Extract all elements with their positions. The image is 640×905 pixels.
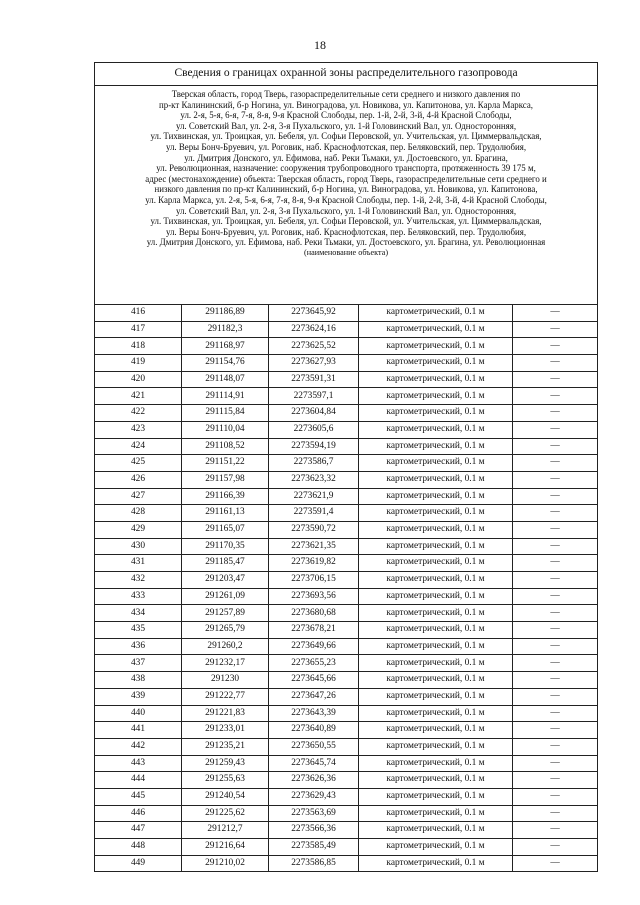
point-number-cell: 417 <box>95 321 182 338</box>
coordinate-y-cell: 2273624,16 <box>269 321 359 338</box>
coordinate-x-cell: 291235,21 <box>182 738 269 755</box>
coordinate-y-cell: 2273650,55 <box>269 738 359 755</box>
description-line: Тверская область, город Тверь, газораспределительные сети среднего и низкого давления по <box>171 89 521 99</box>
empty-dash-cell: — <box>513 772 598 789</box>
coordinate-x-cell: 291261,09 <box>182 588 269 605</box>
coordinate-x-cell: 291221,83 <box>182 705 269 722</box>
table-row <box>95 655 598 672</box>
point-number-cell: 449 <box>95 855 182 872</box>
table-row <box>95 421 598 438</box>
empty-dash-cell: — <box>513 421 598 438</box>
object-description <box>95 86 598 305</box>
empty-dash-cell: — <box>513 488 598 505</box>
point-number-cell: 416 <box>95 305 182 322</box>
table-row <box>95 572 598 589</box>
table-row <box>95 638 598 655</box>
table-row <box>95 338 598 355</box>
object-description-row <box>95 86 598 305</box>
determination-method-cell: картометрический, 0.1 м <box>359 788 513 805</box>
determination-method-cell: картометрический, 0.1 м <box>359 705 513 722</box>
coordinate-y-cell: 2273619,82 <box>269 555 359 572</box>
coordinate-y-cell: 2273640,89 <box>269 722 359 739</box>
coordinate-x-cell: 291210,02 <box>182 855 269 872</box>
coordinate-y-cell: 2273645,74 <box>269 755 359 772</box>
table-row <box>95 755 598 772</box>
table-row <box>95 355 598 372</box>
point-number-cell: 418 <box>95 338 182 355</box>
table-row <box>95 855 598 872</box>
table-row <box>95 788 598 805</box>
coordinate-x-cell: 291203,47 <box>182 572 269 589</box>
coordinate-y-cell: 2273566,36 <box>269 822 359 839</box>
coordinate-y-cell: 2273645,92 <box>269 305 359 322</box>
table-row <box>95 772 598 789</box>
coordinate-x-cell: 291168,97 <box>182 338 269 355</box>
coordinate-y-cell: 2273586,7 <box>269 455 359 472</box>
empty-dash-cell: — <box>513 839 598 856</box>
table-row <box>95 738 598 755</box>
point-number-cell: 430 <box>95 538 182 555</box>
coordinate-x-cell: 291154,76 <box>182 355 269 372</box>
empty-dash-cell: — <box>513 705 598 722</box>
description-line: низкого давления по пр-кт Калининский, б-р Ногина, ул. Виноградова, ул. Новикова, ул. Капитонова, <box>154 184 538 195</box>
empty-dash-cell: — <box>513 822 598 839</box>
table-row <box>95 688 598 705</box>
description-line: ул. Тихвинская, ул. Троицкая, ул. Бебеля, ул. Софьи Перовской, ул. Учительская, ул. Циммервальдская, <box>150 216 542 227</box>
coordinate-y-cell: 2273623,32 <box>269 471 359 488</box>
point-number-cell: 420 <box>95 371 182 388</box>
point-number-cell: 421 <box>95 388 182 405</box>
determination-method-cell: картометрический, 0.1 м <box>359 855 513 872</box>
point-number-cell: 446 <box>95 805 182 822</box>
description-line: ул. Тихвинская, ул. Троицкая, ул. Бебеля, ул. Софьи Перовской, ул. Учительская, ул. Циммервальдская, <box>150 131 542 142</box>
empty-dash-cell: — <box>513 405 598 422</box>
empty-dash-cell: — <box>513 338 598 355</box>
table-row <box>95 371 598 388</box>
empty-dash-cell: — <box>513 622 598 639</box>
determination-method-cell: картометрический, 0.1 м <box>359 421 513 438</box>
point-number-cell: 423 <box>95 421 182 438</box>
determination-method-cell: картометрический, 0.1 м <box>359 605 513 622</box>
point-number-cell: 443 <box>95 755 182 772</box>
empty-dash-cell: — <box>513 305 598 322</box>
coordinate-y-cell: 2273649,66 <box>269 638 359 655</box>
coordinate-y-cell: 2273643,39 <box>269 705 359 722</box>
table-row <box>95 521 598 538</box>
coordinate-y-cell: 2273629,43 <box>269 788 359 805</box>
coordinate-y-cell: 2273693,56 <box>269 588 359 605</box>
description-line: ул. Советский Вал, ул. 2-я, 3-я Пухальского, ул. 1-й Головинский Вал, ул. Односторонняя, <box>175 205 517 216</box>
table-row <box>95 588 598 605</box>
coordinate-x-cell: 291216,64 <box>182 839 269 856</box>
coordinate-x-cell: 291161,13 <box>182 505 269 522</box>
coordinate-x-cell: 291186,89 <box>182 305 269 322</box>
point-number-cell: 428 <box>95 505 182 522</box>
determination-method-cell: картометрический, 0.1 м <box>359 672 513 689</box>
point-number-cell: 425 <box>95 455 182 472</box>
coordinate-x-cell: 291230 <box>182 672 269 689</box>
empty-dash-cell: — <box>513 521 598 538</box>
coordinate-x-cell: 291259,43 <box>182 755 269 772</box>
empty-dash-cell: — <box>513 438 598 455</box>
determination-method-cell: картометрический, 0.1 м <box>359 755 513 772</box>
determination-method-cell: картометрический, 0.1 м <box>359 355 513 372</box>
coordinate-x-cell: 291108,52 <box>182 438 269 455</box>
coordinate-y-cell: 2273627,93 <box>269 355 359 372</box>
coordinate-x-cell: 291165,07 <box>182 521 269 538</box>
point-number-cell: 448 <box>95 839 182 856</box>
point-number-cell: 424 <box>95 438 182 455</box>
point-number-cell: 437 <box>95 655 182 672</box>
coordinate-y-cell: 2273678,21 <box>269 622 359 639</box>
coordinate-x-cell: 291212,7 <box>182 822 269 839</box>
coordinate-x-cell: 291151,22 <box>182 455 269 472</box>
description-line: ул. Карла Маркса, ул. 2-я, 5-я, 6-я, 7-я, 8-я, 9-я Красной Слободы, пер. 1-й, 2-й, 3-й, 4-й Красной Слободы, <box>145 194 547 205</box>
point-number-cell: 439 <box>95 688 182 705</box>
point-number-cell: 440 <box>95 705 182 722</box>
determination-method-cell: картометрический, 0.1 м <box>359 555 513 572</box>
table-row <box>95 405 598 422</box>
empty-dash-cell: — <box>513 788 598 805</box>
empty-dash-cell: — <box>513 371 598 388</box>
empty-dash-cell: — <box>513 321 598 338</box>
coordinate-x-cell: 291240,54 <box>182 788 269 805</box>
coordinate-x-cell: 291115,84 <box>182 405 269 422</box>
point-number-cell: 438 <box>95 672 182 689</box>
table-row <box>95 471 598 488</box>
determination-method-cell: картометрический, 0.1 м <box>359 588 513 605</box>
object-description-caption: (наименование объекта) <box>303 247 389 257</box>
determination-method-cell: картометрический, 0.1 м <box>359 538 513 555</box>
empty-dash-cell: — <box>513 455 598 472</box>
determination-method-cell: картометрический, 0.1 м <box>359 655 513 672</box>
empty-dash-cell: — <box>513 588 598 605</box>
empty-dash-cell: — <box>513 388 598 405</box>
coordinate-x-cell: 291225,62 <box>182 805 269 822</box>
table-row <box>95 722 598 739</box>
coordinate-x-cell: 291257,89 <box>182 605 269 622</box>
table-row <box>95 672 598 689</box>
empty-dash-cell: — <box>513 655 598 672</box>
determination-method-cell: картометрический, 0.1 м <box>359 839 513 856</box>
empty-dash-cell: — <box>513 638 598 655</box>
empty-dash-cell: — <box>513 672 598 689</box>
empty-dash-cell: — <box>513 355 598 372</box>
table-row <box>95 822 598 839</box>
coordinate-y-cell: 2273594,19 <box>269 438 359 455</box>
coordinate-x-cell: 291110,04 <box>182 421 269 438</box>
determination-method-cell: картометрический, 0.1 м <box>359 688 513 705</box>
table-row <box>95 839 598 856</box>
table-row <box>95 805 598 822</box>
point-number-cell: 433 <box>95 588 182 605</box>
point-number-cell: 442 <box>95 738 182 755</box>
determination-method-cell: картометрический, 0.1 м <box>359 438 513 455</box>
point-number-cell: 419 <box>95 355 182 372</box>
point-number-cell: 429 <box>95 521 182 538</box>
empty-dash-cell: — <box>513 755 598 772</box>
table-row <box>95 305 598 322</box>
table-row <box>95 605 598 622</box>
table-row <box>95 438 598 455</box>
description-line: ул. Веры Бонч-Бруевич, ул. Роговик, наб. Краснофлотская, пер. Беляковский, пер. Трудолюбия, <box>165 141 527 152</box>
coordinate-y-cell: 2273621,9 <box>269 488 359 505</box>
description-line: ул. 2-я, 5-я, 6-я, 7-я, 8-я, 9-я Красной Слободы, пер. 1-й, 2-й, 3-й, 4-й Красной Слободы, <box>180 110 512 121</box>
empty-dash-cell: — <box>513 605 598 622</box>
determination-method-cell: картометрический, 0.1 м <box>359 405 513 422</box>
coordinate-y-cell: 2273621,35 <box>269 538 359 555</box>
table-row <box>95 321 598 338</box>
coordinate-y-cell: 2273625,52 <box>269 338 359 355</box>
empty-dash-cell: — <box>513 555 598 572</box>
determination-method-cell: картометрический, 0.1 м <box>359 371 513 388</box>
determination-method-cell: картометрический, 0.1 м <box>359 471 513 488</box>
coordinate-y-cell: 2273605,6 <box>269 421 359 438</box>
empty-dash-cell: — <box>513 738 598 755</box>
coordinate-y-cell: 2273586,85 <box>269 855 359 872</box>
coordinate-x-cell: 291222,77 <box>182 688 269 705</box>
table-row <box>95 505 598 522</box>
coordinate-x-cell: 291255,63 <box>182 772 269 789</box>
determination-method-cell: картометрический, 0.1 м <box>359 305 513 322</box>
coordinate-y-cell: 2273591,4 <box>269 505 359 522</box>
boundary-table <box>94 62 598 872</box>
empty-dash-cell: — <box>513 538 598 555</box>
page-number: 18 <box>314 38 326 52</box>
point-number-cell: 426 <box>95 471 182 488</box>
empty-dash-cell: — <box>513 572 598 589</box>
coordinate-x-cell: 291170,35 <box>182 538 269 555</box>
point-number-cell: 435 <box>95 622 182 639</box>
empty-dash-cell: — <box>513 471 598 488</box>
determination-method-cell: картометрический, 0.1 м <box>359 321 513 338</box>
coordinate-y-cell: 2273706,15 <box>269 572 359 589</box>
description-line: ул. Дмитрия Донского, ул. Ефимова, наб. Реки Тьмаки, ул. Достоевского, ул. Брагина, <box>184 152 508 163</box>
coordinate-x-cell: 291260,2 <box>182 638 269 655</box>
empty-dash-cell: — <box>513 505 598 522</box>
coordinate-x-cell: 291148,07 <box>182 371 269 388</box>
coordinate-x-cell: 291265,79 <box>182 622 269 639</box>
determination-method-cell: картометрический, 0.1 м <box>359 505 513 522</box>
point-number-cell: 434 <box>95 605 182 622</box>
table-row <box>95 388 598 405</box>
empty-dash-cell: — <box>513 722 598 739</box>
description-line: ул. Советский Вал, ул. 2-я, 3-я Пухальского, ул. 1-й Головинский Вал, ул. Односторонняя, <box>175 120 517 131</box>
coordinate-y-cell: 2273647,26 <box>269 688 359 705</box>
coordinate-y-cell: 2273585,49 <box>269 839 359 856</box>
coordinate-y-cell: 2273680,68 <box>269 605 359 622</box>
determination-method-cell: картометрический, 0.1 м <box>359 455 513 472</box>
point-number-cell: 427 <box>95 488 182 505</box>
point-number-cell: 432 <box>95 572 182 589</box>
description-line: пр-кт Калининский, б-р Ногина, ул. Виноградова, ул. Новикова, ул. Капитонова, ул. Карла Маркса, <box>159 99 534 110</box>
point-number-cell: 447 <box>95 822 182 839</box>
table-row <box>95 555 598 572</box>
coordinate-x-cell: 291157,98 <box>182 471 269 488</box>
coordinate-x-cell: 291114,91 <box>182 388 269 405</box>
determination-method-cell: картометрический, 0.1 м <box>359 488 513 505</box>
coordinate-x-cell: 291233,01 <box>182 722 269 739</box>
point-number-cell: 441 <box>95 722 182 739</box>
determination-method-cell: картометрический, 0.1 м <box>359 338 513 355</box>
determination-method-cell: картометрический, 0.1 м <box>359 722 513 739</box>
description-line: ул. Революционная, назначение: сооружения трубопроводного транспорта, протяженность 39 175 м, <box>156 163 536 174</box>
table-title: Сведения о границах охранной зоны распределительного газопровода <box>95 63 598 86</box>
determination-method-cell: картометрический, 0.1 м <box>359 822 513 839</box>
determination-method-cell: картометрический, 0.1 м <box>359 572 513 589</box>
coordinate-y-cell: 2273604,84 <box>269 405 359 422</box>
point-number-cell: 445 <box>95 788 182 805</box>
table-row <box>95 622 598 639</box>
determination-method-cell: картометрический, 0.1 м <box>359 388 513 405</box>
point-number-cell: 422 <box>95 405 182 422</box>
coordinate-x-cell: 291182,3 <box>182 321 269 338</box>
description-line: адрес (местонахождение) объекта: Тверская область, город Тверь, газораспределительные сети среднего и <box>145 173 547 184</box>
point-number-cell: 431 <box>95 555 182 572</box>
point-number-cell: 444 <box>95 772 182 789</box>
coordinate-y-cell: 2273563,69 <box>269 805 359 822</box>
coordinate-x-cell: 291166,39 <box>182 488 269 505</box>
empty-dash-cell: — <box>513 855 598 872</box>
determination-method-cell: картометрический, 0.1 м <box>359 622 513 639</box>
coordinate-y-cell: 2273655,23 <box>269 655 359 672</box>
coordinate-y-cell: 2273591,31 <box>269 371 359 388</box>
determination-method-cell: картометрический, 0.1 м <box>359 521 513 538</box>
object-description-text <box>97 89 595 248</box>
table-row <box>95 488 598 505</box>
coordinate-y-cell: 2273645,66 <box>269 672 359 689</box>
determination-method-cell: картометрический, 0.1 м <box>359 805 513 822</box>
coordinate-y-cell: 2273597,1 <box>269 388 359 405</box>
determination-method-cell: картометрический, 0.1 м <box>359 638 513 655</box>
coordinate-x-cell: 291185,47 <box>182 555 269 572</box>
coordinate-y-cell: 2273590,72 <box>269 521 359 538</box>
table-row <box>95 538 598 555</box>
empty-dash-cell: — <box>513 688 598 705</box>
determination-method-cell: картометрический, 0.1 м <box>359 772 513 789</box>
point-number-cell: 436 <box>95 638 182 655</box>
empty-dash-cell: — <box>513 805 598 822</box>
description-line: ул. Веры Бонч-Бруевич, ул. Роговик, наб. Краснофлотская, пер. Беляковский, пер. Трудолюбия, <box>165 226 527 237</box>
determination-method-cell: картометрический, 0.1 м <box>359 738 513 755</box>
table-row <box>95 705 598 722</box>
table-row <box>95 455 598 472</box>
coordinate-x-cell: 291232,17 <box>182 655 269 672</box>
coordinate-y-cell: 2273626,36 <box>269 772 359 789</box>
table-title-row <box>95 63 598 86</box>
description-line: ул. Дмитрия Донского, ул. Ефимова, наб. Реки Тьмаки, ул. Достоевского, ул. Брагина, ул. Революционная <box>146 237 546 248</box>
